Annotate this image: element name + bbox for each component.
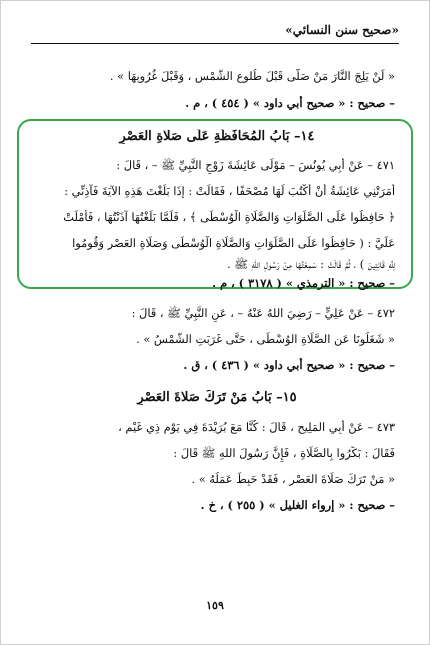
hadith-line: « شَغَلُونَا عَنِ الصَّلَاةِ الوُسْطَى ، حَتَّى غَرَبَتِ الشَّمْسُ » .	[136, 332, 395, 346]
page-number: ١٥٩	[206, 599, 224, 612]
hadith-line: ٤٧١ – عَنْ أَبِي يُونُسَ – مَوْلَى عَائِشَةَ زَوْجِ النَّبِيِّ ﷺ – ، قَالَ :	[116, 158, 395, 172]
hadith-line: ٤٧٢ – عَنْ عَلِيٍّ – رَضِيَ اللهُ عَنْهُ – ، عَنِ النَّبِيِّ ﷺ ، قَالَ :	[131, 306, 395, 320]
hadith-line: عَلَيَّ : ( حَافِظُوا عَلَى الصَّلَوَاتِ وَالصَّلَاةِ الْوُسْطَى وَصَلَاةِ العَصْرِ وَقُومُوا	[72, 236, 395, 250]
running-header	[31, 21, 399, 44]
hadith-line: فَقَالَ : بَكِّرُوا بِالصَّلَاةِ ، فَإِنَّ رَسُولَ اللهِ ﷺ قَالَ :	[173, 446, 395, 460]
text-line: « لَنْ يَلِجَ النَّارَ مَنْ صَلَّى قَبْلَ طُلوعِ الشَّمْسِ ، وَقَبْلَ غُرُوبِهَا » .	[109, 69, 395, 83]
hadith-line: ﴿ حَافِظُوا عَلَى الصَّلَوَاتِ وَالصَّلَاةِ الْوُسْطَى ﴾ ، فَلَمَّا بَلَغْتُهَا آذَنْتُهَا ، فَأَمْلَتْ	[63, 210, 395, 224]
takhrij-line: – صحيح : « صحيح أبي داود » ( ٤٥٤ ) ، م .	[185, 96, 395, 110]
chapter-heading: ١٤– بَابُ المُحَافَظَةِ عَلَى صَلاةِ العَصْرِ	[119, 129, 315, 144]
takhrij-line: – صحيح : « صحيح أبي داود » ( ٤٣٦ ) ، ق .	[183, 358, 395, 372]
header-title: «صحيح سنن النسائي»	[285, 23, 399, 37]
hadith-line: « مَنْ تَرَكَ صَلَاةَ العَصْرِ ، فَقَدْ حَبِطَ عَمَلُهُ » .	[191, 472, 395, 486]
takhrij-line: – صحيح : « إرواء الغليل » ( ٢٥٥ ) ، خ .	[200, 498, 395, 512]
takhrij-line: – صحيح : « الترمذي » ( ٣١٧٨ ) ، م .	[212, 276, 395, 290]
hadith-line: ٤٧٣ – عَنْ أَبِي المَلِيحِ ، قَالَ : كُنَّا مَعَ بُرَيْدَةَ فِي يَوْمٍ ذِي غَيْمٍ ،	[118, 420, 395, 434]
hadith-line: أَمَرَتْنِي عَائِشَةُ أَنْ أَكْتُبَ لَهَا مُصْحَفًا ، فَقَالَتْ : إِذَا بَلَغْتَ هَذِهِ الآيَةَ فَآذِنِّي :	[64, 184, 395, 198]
hadith-line: لِلَّهِ قَانِتِينَ ) ، ثُمَّ قَالَتْ : سَمِعْتُهَا مِنْ رَسُولِ اللهِ ﷺ .	[227, 257, 395, 271]
chapter-heading: ١٥– بَابُ مَنْ تَرَكَ صَلاةَ العَصْرِ	[137, 390, 297, 405]
